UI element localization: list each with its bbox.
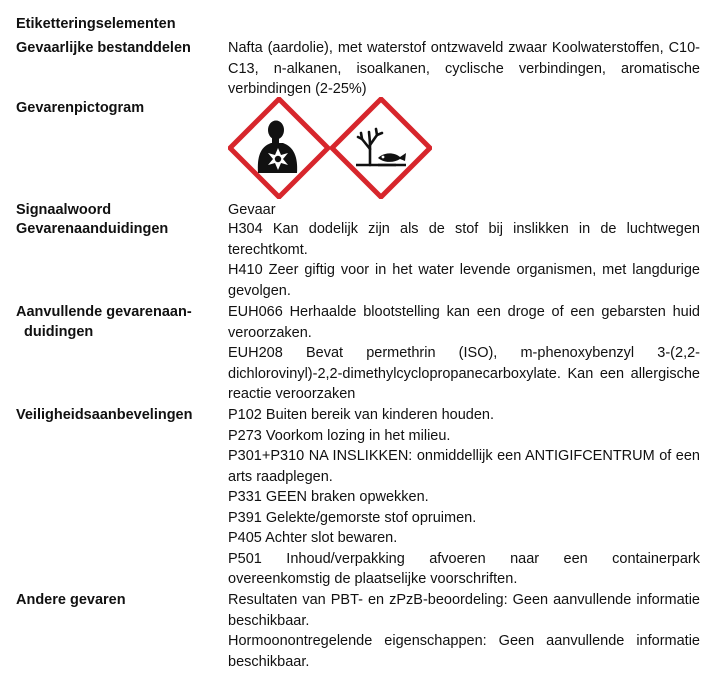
ghs09-environment-icon <box>330 97 432 199</box>
veiligheid-value <box>228 405 700 590</box>
aanvullend-value <box>228 302 700 405</box>
other-hazard: Hormoonontregelende eigenschappen: Geen aanvullende informatie beschikbaar. <box>228 633 700 670</box>
precautionary-statement: P391 Gelekte/gemorste stof opruimen. <box>228 509 477 526</box>
hazard-statement: H410 Zeer giftig voor in het water levende organismen, met langdurige gevolgen. <box>228 262 700 299</box>
hazard-statement: H304 Kan dodelijk zijn als de stof bij inslikken in de luchtwegen terechtkomt. <box>228 221 700 258</box>
precautionary-statement: P501 Inhoud/verpakking afvoeren naar een containerpark overeenkomstig de plaatselijke voorschriften. <box>228 550 700 587</box>
precautionary-statement: P331 GEEN braken opwekken. <box>228 489 429 505</box>
andere-value <box>228 590 700 672</box>
other-hazard: Resultaten van PBT- en zPzB-beoordeling: Geen aanvullende informatie beschikbaar. <box>228 592 700 629</box>
veiligheid-label: Veiligheidsaanbevelingen <box>16 407 193 423</box>
bestanddelen-value: Nafta (aardolie), met waterstof ontzwaveld zwaar Koolwaterstoffen, C10-C13, n-alkanen, isoalkanen, cyclische verbindingen, aromatische verbindingen (2-25%) <box>228 40 700 97</box>
precautionary-statement: P273 Voorkom lozing in het milieu. <box>228 427 451 444</box>
bestanddelen-label: Gevaarlijke bestanddelen <box>16 40 191 56</box>
gevarenaanduidingen-label: Gevarenaanduidingen <box>16 221 169 237</box>
precautionary-statement: P301+P310 NA INSLIKKEN: onmiddellijk een ANTIGIFCENTRUM of een arts raadplegen. <box>228 448 700 485</box>
precautionary-statement: P405 Achter slot bewaren. <box>228 530 398 546</box>
section-heading: Etiketteringselementen <box>16 16 176 32</box>
supplemental-statement: EUH066 Herhaalde blootstelling kan een droge of een gebarsten huid veroorzaken. <box>228 304 700 341</box>
signaalwoord-value: Gevaar <box>228 202 276 218</box>
aanvullend-label <box>16 302 221 342</box>
andere-label: Andere gevaren <box>16 592 126 608</box>
aanvullend-label-line1: Aanvullende gevarenaan- <box>16 304 192 320</box>
pictogram-label: Gevarenpictogram <box>16 100 145 116</box>
aanvullend-label-line2: duidingen <box>24 324 94 340</box>
ghs08-health-hazard-icon <box>228 97 330 199</box>
precautionary-statement: P102 Buiten bereik van kinderen houden. <box>228 407 495 423</box>
supplemental-statement: EUH208 Bevat permethrin (ISO), m-phenoxybenzyl 3-(2,2-dichlorovinyl)-2,2-dimethylcyclopropanecarboxylate. Kan een allergische reactie veroorzaken <box>228 345 700 402</box>
signaalwoord-label: Signaalwoord <box>16 202 112 218</box>
gevarenaanduidingen-value <box>228 219 700 301</box>
